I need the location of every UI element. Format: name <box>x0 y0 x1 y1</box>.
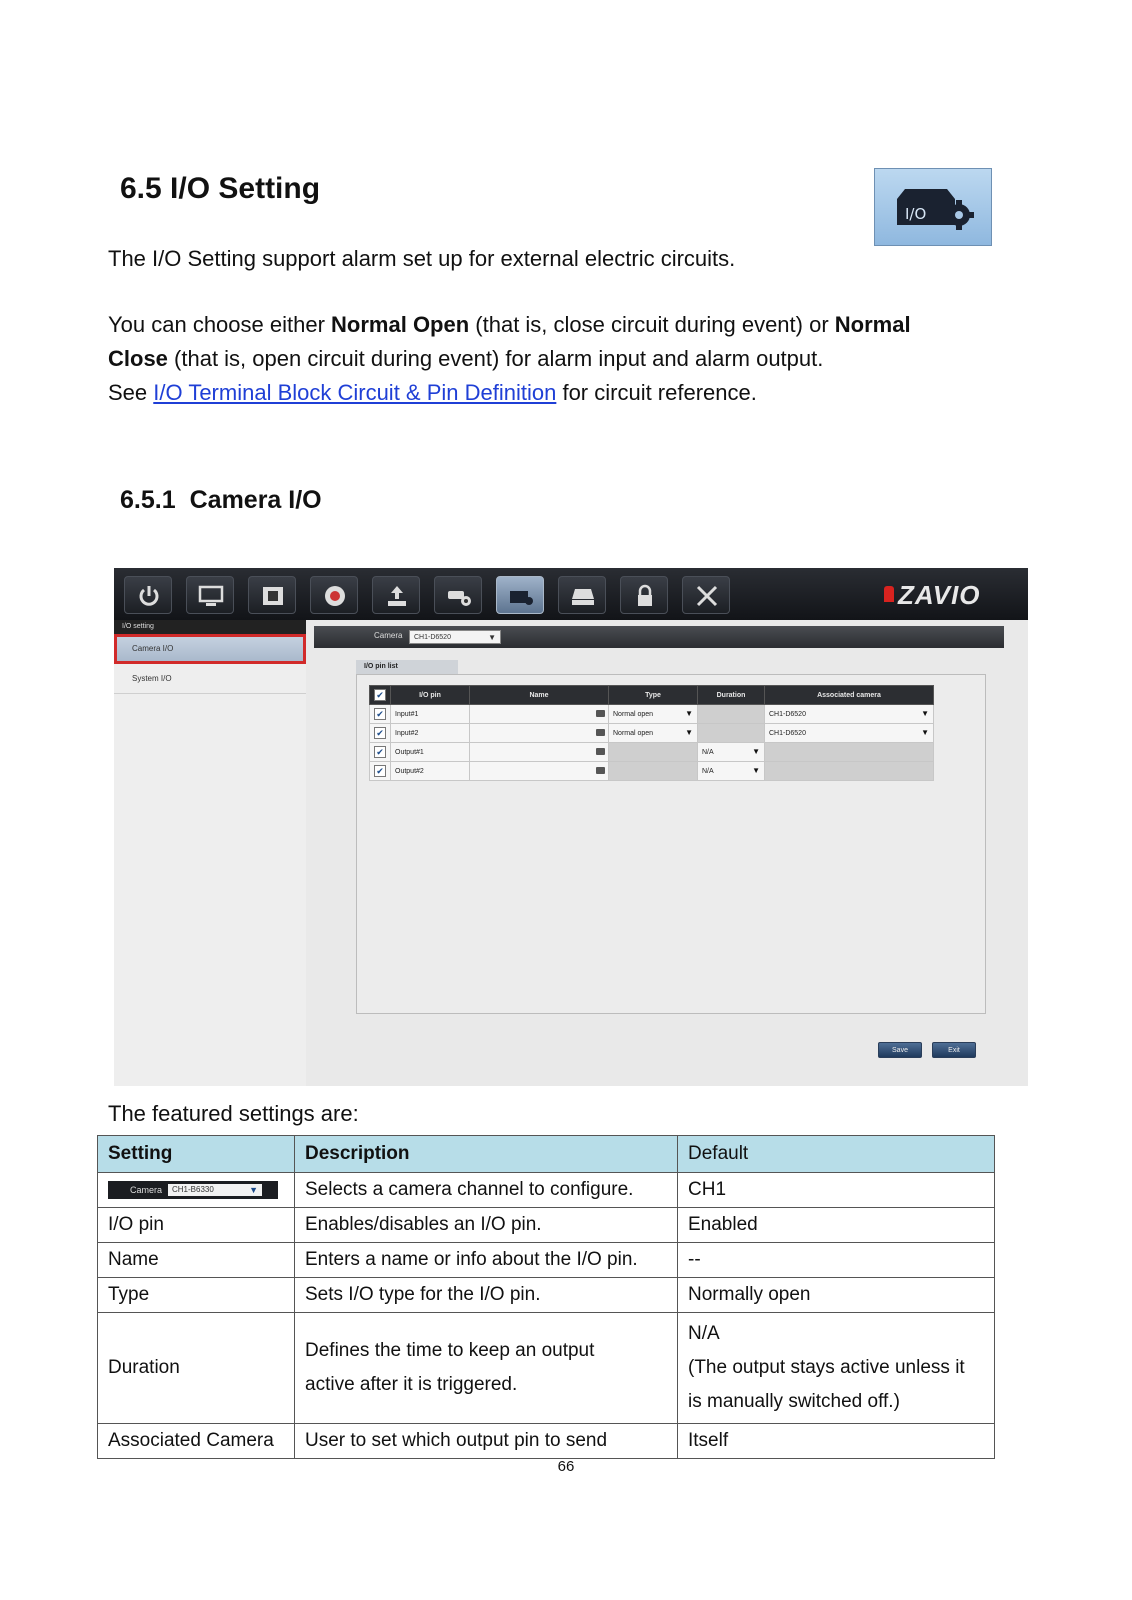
rec-icon[interactable] <box>310 576 358 614</box>
default-cell: Enabled <box>678 1208 995 1243</box>
description-cell: Enables/disables an I/O pin. <box>295 1208 678 1243</box>
row-checkbox[interactable] <box>370 743 391 762</box>
row-pin: Output#1 <box>391 743 470 762</box>
camera-select-widget: Camera CH1-B6330 ▼ <box>108 1181 278 1199</box>
table-row <box>370 705 934 724</box>
io-icon[interactable] <box>496 576 544 614</box>
row-name-input[interactable] <box>470 724 609 743</box>
lock-icon[interactable] <box>620 576 668 614</box>
table-row <box>98 1424 995 1459</box>
sidebar-item-camera-io[interactable]: Camera I/O <box>114 634 306 664</box>
table-row <box>98 1313 995 1424</box>
section-title: 6.5 I/O Setting <box>120 172 321 205</box>
alarm-light-icon <box>884 586 894 602</box>
table-row <box>98 1243 995 1278</box>
setting-cell: Type <box>98 1278 295 1313</box>
header-setting: Setting <box>98 1136 295 1173</box>
row-name-input[interactable] <box>470 762 609 781</box>
power-icon[interactable] <box>124 576 172 614</box>
header-default: Default <box>678 1136 995 1173</box>
chevron-down-icon: ▼ <box>752 747 760 756</box>
keyboard-icon <box>596 767 605 774</box>
chevron-down-icon: ▼ <box>249 1184 258 1195</box>
table-row <box>370 762 934 781</box>
header-name: Name <box>470 686 609 705</box>
pin-list-panel <box>356 674 986 1014</box>
features-table <box>97 1135 995 1459</box>
dvr-toolbar <box>114 568 1028 620</box>
row-duration-select[interactable]: N/A ▼ <box>698 743 765 762</box>
description-cell: User to set which output pin to send <box>295 1424 678 1459</box>
table-row <box>98 1278 995 1313</box>
row-pin: Output#2 <box>391 762 470 781</box>
reference-paragraph: See I/O Terminal Block Circuit & Pin Definition for circuit reference. <box>108 380 757 405</box>
description-cell: Defines the time to keep an output active after it is triggered. <box>295 1313 678 1424</box>
keyboard-icon <box>596 748 605 755</box>
row-pin: Input#2 <box>391 724 470 743</box>
row-duration <box>698 705 765 724</box>
io-icon-label: I/O <box>905 205 927 223</box>
row-pin: Input#1 <box>391 705 470 724</box>
film-icon[interactable] <box>248 576 296 614</box>
table-row <box>370 724 934 743</box>
check-icon: ✔ <box>374 689 386 701</box>
setting-cell: Name <box>98 1243 295 1278</box>
row-type <box>609 743 698 762</box>
header-description: Description <box>295 1136 678 1173</box>
mode-paragraph-cont: Close (that is, open circuit during event) for alarm input and alarm output. <box>108 346 824 371</box>
description-cell: Enters a name or info about the I/O pin. <box>295 1243 678 1278</box>
terminal-block-link[interactable]: I/O Terminal Block Circuit & Pin Definition <box>153 380 557 405</box>
row-name-input[interactable] <box>470 705 609 724</box>
default-cell: N/A (The output stays active unless it is manually switched off.) <box>678 1313 995 1424</box>
check-icon: ✔ <box>374 765 386 777</box>
header-io-pin: I/O pin <box>391 686 470 705</box>
io-settings-icon <box>874 168 992 246</box>
normal-open-text: Normal Open <box>331 312 470 337</box>
row-checkbox[interactable] <box>370 705 391 724</box>
brand-logo: ZAVIO <box>898 580 981 610</box>
exit-button[interactable]: Exit <box>932 1042 976 1058</box>
chevron-down-icon: ▼ <box>685 728 693 737</box>
header-duration: Duration <box>698 686 765 705</box>
pin-table <box>369 685 934 781</box>
tools-icon[interactable] <box>682 576 730 614</box>
pin-list-tab[interactable]: I/O pin list <box>356 660 458 674</box>
normal-close-text: Close <box>108 346 168 371</box>
page-number: 66 <box>557 1458 575 1475</box>
camera-select[interactable]: CH1-D6520 ▼ <box>409 630 501 644</box>
keyboard-icon <box>596 729 605 736</box>
table-row <box>98 1173 995 1208</box>
camera-io-screenshot <box>114 568 1028 1086</box>
description-cell: Selects a camera channel to configure. <box>295 1173 678 1208</box>
check-icon: ✔ <box>374 708 386 720</box>
row-type-select[interactable]: Normal open ▼ <box>609 724 698 743</box>
intro-paragraph: The I/O Setting support alarm set up for external electric circuits. <box>108 246 736 271</box>
chevron-down-icon: ▼ <box>921 728 929 737</box>
row-type-select[interactable]: Normal open ▼ <box>609 705 698 724</box>
subsection-title: 6.5.1 Camera I/O <box>120 486 322 514</box>
header-associated-camera: Associated camera <box>765 686 934 705</box>
sidebar-item-system-io[interactable]: System I/O <box>114 664 306 694</box>
camera-bar <box>314 626 1004 648</box>
check-icon: ✔ <box>374 746 386 758</box>
setting-cell: Associated Camera <box>98 1424 295 1459</box>
table-row <box>98 1208 995 1243</box>
row-type <box>609 762 698 781</box>
sidebar-title: I/O setting <box>114 620 306 634</box>
chevron-down-icon: ▼ <box>685 709 693 718</box>
row-camera <box>765 743 934 762</box>
camera-settings-icon[interactable] <box>434 576 482 614</box>
mode-paragraph: You can choose either Normal Open (that is, close circuit during event) or Normal <box>108 312 911 337</box>
select-all-header[interactable] <box>370 686 391 705</box>
chevron-down-icon: ▼ <box>921 709 929 718</box>
table-row <box>370 743 934 762</box>
row-duration <box>698 724 765 743</box>
export-icon[interactable] <box>372 576 420 614</box>
check-icon: ✔ <box>374 727 386 739</box>
default-cell: CH1 <box>678 1173 995 1208</box>
chevron-down-icon: ▼ <box>752 766 760 775</box>
default-cell: -- <box>678 1243 995 1278</box>
camera-label: Camera <box>374 631 403 640</box>
row-camera <box>765 762 934 781</box>
chevron-down-icon: ▼ <box>488 633 496 642</box>
row-name-input[interactable] <box>470 743 609 762</box>
features-caption: The featured settings are: <box>108 1101 359 1126</box>
row-checkbox[interactable] <box>370 762 391 781</box>
io-sidebar <box>114 620 306 1086</box>
monitor-icon[interactable] <box>186 576 234 614</box>
setting-cell: I/O pin <box>98 1208 295 1243</box>
default-cell: Itself <box>678 1424 995 1459</box>
setting-camera-widget <box>98 1173 295 1208</box>
save-button[interactable]: Save <box>878 1042 922 1058</box>
description-cell: Sets I/O type for the I/O pin. <box>295 1278 678 1313</box>
row-checkbox[interactable] <box>370 724 391 743</box>
hdd-icon[interactable] <box>558 576 606 614</box>
io-main-panel <box>306 620 1028 1086</box>
default-cell: Normally open <box>678 1278 995 1313</box>
keyboard-icon <box>596 710 605 717</box>
setting-cell: Duration <box>98 1313 295 1424</box>
header-type: Type <box>609 686 698 705</box>
row-camera-select[interactable]: CH1-D6520 ▼ <box>765 705 934 724</box>
row-duration-select[interactable]: N/A ▼ <box>698 762 765 781</box>
row-camera-select[interactable]: CH1-D6520 ▼ <box>765 724 934 743</box>
